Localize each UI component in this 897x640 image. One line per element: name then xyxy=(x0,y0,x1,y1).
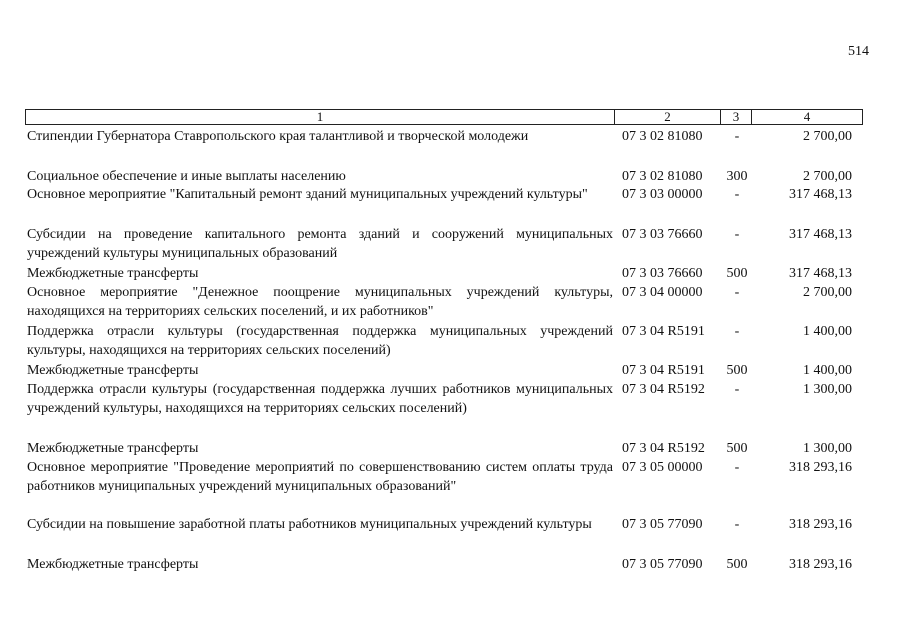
row-code: 07 3 04 R5192 xyxy=(622,441,705,456)
row-kind: - xyxy=(734,187,740,202)
row-code: 07 3 04 R5191 xyxy=(622,324,705,339)
row-amount: 317 468,13 xyxy=(789,266,852,281)
row-name: Поддержка отрасли культуры (государственная поддержка лучших работников муниципальных учреждений культуры, находящихся на территориях сельских поселений) xyxy=(27,382,613,416)
row-kind: - xyxy=(734,129,740,144)
header-col-2: 2 xyxy=(615,110,721,124)
row-amount: 2 700,00 xyxy=(803,169,852,184)
row-code: 07 3 03 76660 xyxy=(622,227,703,242)
row-name: Межбюджетные трансферты xyxy=(27,266,199,281)
row-name: Поддержка отрасли культуры (государственная поддержка муниципальных учреждений культуры, находящихся на территориях сельских поселений) xyxy=(27,324,613,358)
row-amount: 317 468,13 xyxy=(789,227,852,242)
header-col-3: 3 xyxy=(721,110,752,124)
page-number: 514 xyxy=(848,44,869,59)
table-header xyxy=(25,109,863,125)
row-amount: 1 300,00 xyxy=(803,441,852,456)
row-kind: 500 xyxy=(726,266,748,281)
header-col-1: 1 xyxy=(26,110,615,124)
row-name: Межбюджетные трансферты xyxy=(27,363,199,378)
row-code: 07 3 05 00000 xyxy=(622,460,703,475)
row-amount: 318 293,16 xyxy=(789,557,852,572)
row-amount: 1 300,00 xyxy=(803,382,852,397)
row-name: Межбюджетные трансферты xyxy=(27,557,199,572)
row-amount: 2 700,00 xyxy=(803,129,852,144)
row-name: Субсидии на повышение заработной платы работников муниципальных учреждений культуры xyxy=(27,517,592,532)
row-kind: - xyxy=(734,324,740,339)
row-kind: - xyxy=(734,517,740,532)
row-kind: 500 xyxy=(726,363,748,378)
row-amount: 1 400,00 xyxy=(803,363,852,378)
row-amount: 317 468,13 xyxy=(789,187,852,202)
row-name: Субсидии на проведение капитального ремонта зданий и сооружений муниципальных учреждений культуры муниципальных образований xyxy=(27,227,613,261)
row-name: Стипендии Губернатора Ставропольского края талантливой и творческой молодежи xyxy=(27,129,529,144)
row-code: 07 3 04 00000 xyxy=(622,285,703,300)
row-code: 07 3 05 77090 xyxy=(622,557,703,572)
row-name: Межбюджетные трансферты xyxy=(27,441,199,456)
row-code: 07 3 03 00000 xyxy=(622,187,703,202)
row-code: 07 3 03 76660 xyxy=(622,266,703,281)
row-kind: - xyxy=(734,285,740,300)
row-kind: 500 xyxy=(726,441,748,456)
header-col-4: 4 xyxy=(803,109,811,124)
row-code: 07 3 02 81080 xyxy=(622,129,703,144)
row-name: Основное мероприятие "Капитальный ремонт зданий муниципальных учреждений культуры" xyxy=(27,187,588,202)
row-kind: - xyxy=(734,460,740,475)
row-name: Основное мероприятие "Денежное поощрение муниципальных учреждений культуры, находящихся на территориях сельских поселений, и их работников" xyxy=(27,285,613,319)
row-kind: - xyxy=(734,227,740,242)
row-amount: 2 700,00 xyxy=(803,285,852,300)
row-amount: 1 400,00 xyxy=(803,324,852,339)
row-name: Социальное обеспечение и иные выплаты населению xyxy=(27,169,346,184)
row-kind: - xyxy=(734,382,740,397)
row-amount: 318 293,16 xyxy=(789,517,852,532)
row-code: 07 3 05 77090 xyxy=(622,517,703,532)
row-kind: 500 xyxy=(726,557,748,572)
row-code: 07 3 04 R5192 xyxy=(622,382,705,397)
row-amount: 318 293,16 xyxy=(789,460,852,475)
row-code: 07 3 04 R5191 xyxy=(622,363,705,378)
row-name: Основное мероприятие "Проведение мероприятий по совершенствованию систем оплаты труда работников муниципальных учреждений муниципальных образований" xyxy=(27,460,613,494)
row-code: 07 3 02 81080 xyxy=(622,169,703,184)
row-kind: 300 xyxy=(726,169,748,184)
